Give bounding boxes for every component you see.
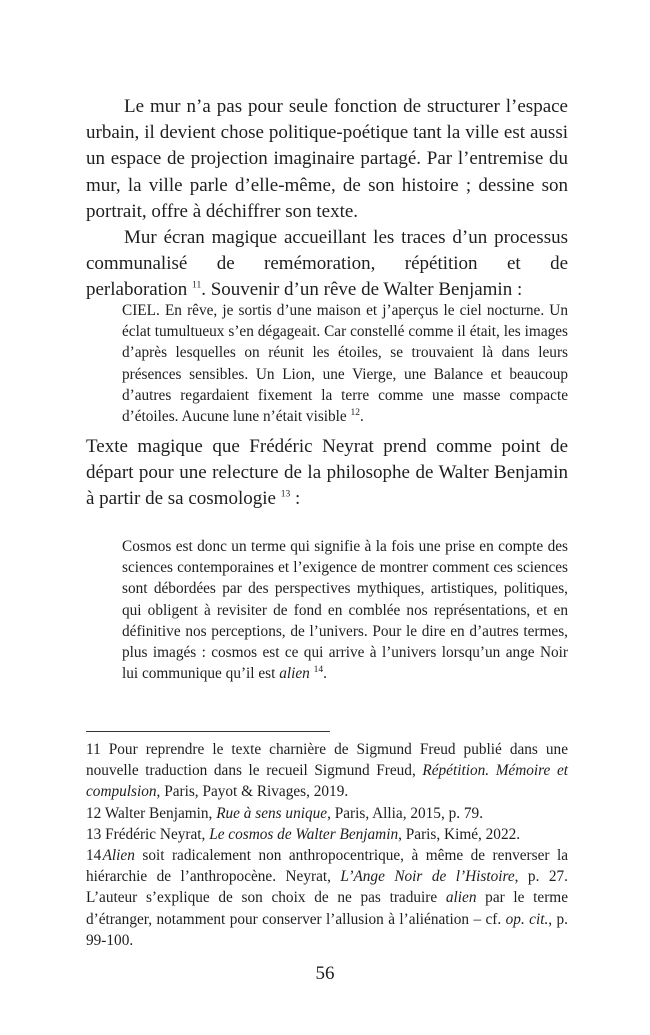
- block-quote-cosmos: [122, 536, 568, 684]
- footnote-14-text-2: , p. 27. L’auteur s’explique de son choix de ne pas traduire: [86, 868, 568, 907]
- paragraph-magic-screen-text: Mur écran magique accueillant les traces d’un processus communalisé de remémoration, répétition et de perlaboration: [86, 227, 568, 301]
- footnote-14-title: L’Ange Noir de l’Histoire: [340, 868, 515, 886]
- footnote-11-title: Répétition. Mémoire et compulsion: [86, 762, 568, 801]
- footnote-12-number: 12: [86, 804, 102, 822]
- footnote-11-number: 11: [86, 741, 101, 758]
- block-quote-cosmos-text: Cosmos est donc un terme qui signifie à la fois une prise en compte des sciences contemporaines et l’exigence de montrer comment ces sciences sont débordées par des perspectives mythiques, artistiques, politiques, qui obligent à revisiter de fond en comblée nos représentations, et en définitive nos perceptions, de l’univers. Pour le dire en d’autres termes, plus imagés : cosmos est ce qui arrive à l’univers lorsqu’un ange Noir lui communique qu’il est: [122, 538, 568, 683]
- footnote-14-text-3: par le terme d’étranger, notamment pour conserver l’allusion à l’aliénation – cf.: [86, 889, 568, 928]
- footnote-ref-14: 14: [313, 665, 324, 676]
- footnote-11-text: Pour reprendre le texte charnière de Sigmund Freud publié dans une nouvelle traduction dans le recueil Sigmund Freud,: [86, 741, 568, 780]
- block-quote-cosmos-alien: alien: [279, 665, 310, 683]
- footnote-12: [86, 803, 568, 824]
- footnote-13-text: Frédéric Neyrat,: [101, 825, 210, 843]
- footnote-14: [86, 845, 568, 951]
- footnote-13-end: , Paris, Kimé, 2022.: [398, 825, 521, 843]
- footnote-11-end: , Paris, Payot & Rivages, 2019.: [156, 783, 349, 801]
- paragraph-magic-text-body: Texte magique que Frédéric Neyrat prend comme point de départ pour une relecture de la philosophe de Walter Benjamin à partir de sa cosmologie: [86, 436, 568, 510]
- paragraph-magic-screen-end: . Souvenir d’un rêve de Walter Benjamin :: [201, 279, 523, 301]
- footnote-13-number: 13: [86, 825, 102, 843]
- footnote-14-opcit: op. cit.: [505, 910, 549, 928]
- footnote-12-end: , Paris, Allia, 2015, p. 79.: [327, 804, 484, 822]
- main-text-middle: [86, 434, 568, 513]
- footnote-14-alien-2: alien: [445, 889, 477, 907]
- footnote-11: [86, 739, 568, 803]
- footnotes: [86, 739, 568, 951]
- footnote-ref-11: 11: [192, 281, 202, 292]
- footnote-ref-13: 13: [280, 490, 291, 501]
- block-quote-ciel-text: CIEL. En rêve, je sortis d’une maison et j’aperçus le ciel nocturne. Un éclat tumultueux s’en dégageait. Car constellé comme il était, les images d’après lesquelles on réunit les étoiles, se trouvaient là dans leurs présences sensibles. Un Lion, une Vierge, une Balance et beaucoup d’autres regardaient fixement la terre comme une masse compacte d’étoiles. Aucune lune n’était visible: [122, 302, 568, 426]
- block-quote-ciel-end: .: [360, 408, 364, 426]
- main-text-top: [86, 94, 568, 304]
- footnote-13: [86, 824, 568, 845]
- paragraph-magic-text: [86, 434, 568, 513]
- footnote-14-end: , p. 99-100.: [86, 910, 569, 949]
- page-number: 56: [315, 963, 335, 984]
- footnote-14-alien: Alien: [102, 847, 135, 865]
- paragraph-magic-text-end: :: [290, 488, 301, 510]
- footnote-12-text: Walter Benjamin,: [101, 804, 217, 822]
- footnote-ref-12: 12: [350, 407, 361, 418]
- block-quote-ciel: [122, 300, 568, 427]
- footnote-14-number: 14: [86, 847, 102, 865]
- footnote-divider: [86, 731, 330, 732]
- block-quote-cosmos-end: .: [323, 665, 327, 683]
- paragraph-wall-function: Le mur n’a pas pour seule fonction de structurer l’espace urbain, il devient chose politique-poétique tant la ville est aussi un espace de projection imaginaire partagé. Par l’entremise du mur, la ville parle d’elle-même, de son histoire ; dessine son portrait, offre à déchiffrer son texte.: [86, 96, 568, 222]
- footnote-12-title: Rue à sens unique: [216, 804, 328, 822]
- footnote-14-text: soit radicalement non anthropocentrique, à même de renverser la hiérarchie de l’anthropocène. Neyrat,: [86, 847, 568, 886]
- paragraph-magic-screen: [86, 225, 568, 304]
- footnote-13-title: Le cosmos de Walter Benjamin: [209, 825, 399, 843]
